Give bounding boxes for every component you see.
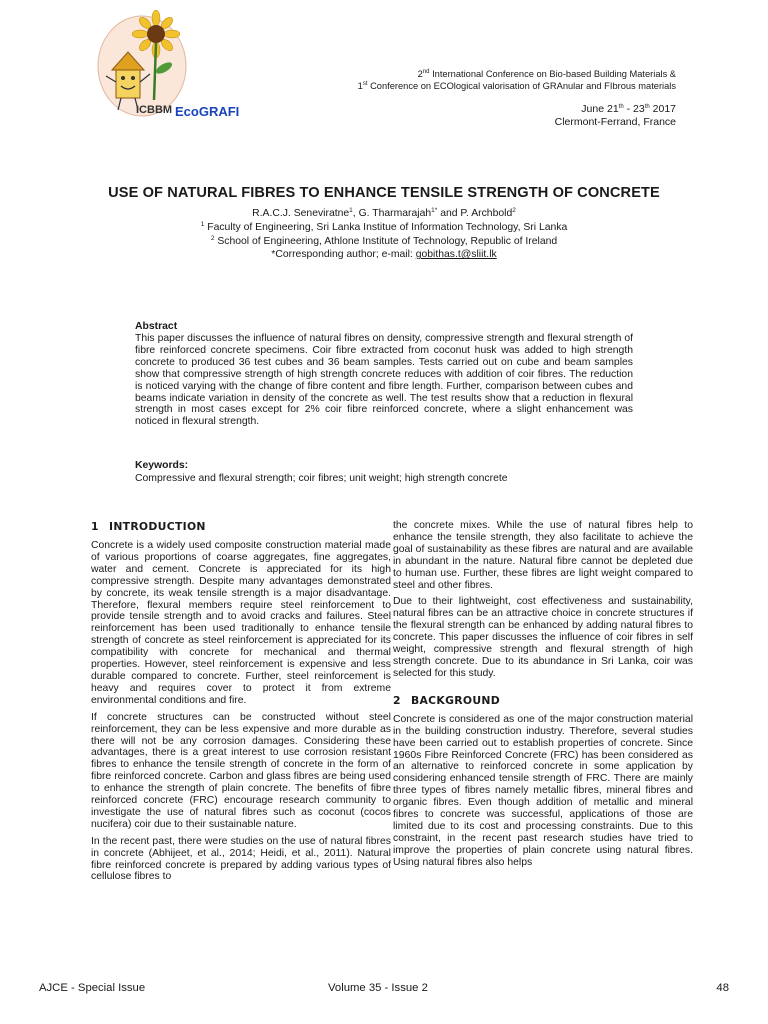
- conference-info: [358, 68, 676, 92]
- keywords-heading: Keywords:: [135, 460, 189, 471]
- intro-paragraph-5: Due to their lightweight, cost effectiveness and sustainability, natural fibres can be an attractive choice in concrete structures if the flexural strength can be enhanced by adding natural fibres to concrete. This paper discusses the influence of coir fibres in self weight, compressive strength and flexural strength of high strength concrete. Due to its abundance in Sri Lanka, coir was selected for this study.: [393, 596, 693, 679]
- affiliation-1: $^1$ Faculty of Engineering, Sri Lanka Institue of Information Technology, Sri Lanka: [200, 220, 568, 233]
- conference-dates: June 21th - 23th 2017: [581, 103, 676, 115]
- keywords: [135, 459, 633, 485]
- conference-line-1: 2nd International Conference on Bio-based Building Materials &: [417, 69, 676, 79]
- conference-line-2: 1st Conference on ECOlogical valorisation of GRAnular and FIbrous materials: [357, 81, 676, 91]
- title-block: [0, 185, 768, 262]
- background-paragraph-1: Concrete is considered as one of the major construction material in the building construction industry. Therefore, several studies have been carried out to establish properties of concrete. Since 1960s Fibre Reinforced Concrete (FRC) has been considered as an alternative to reinforced concrete in some application by considering enhanced tensile strength of FRC. There are mainly three types of fibres namely metallic fibres, mineral fibres and organic fibres. Even though addition of metallic and mineral fibres to concrete was successful, applications of those are limited due to its cost and processing constraints. Due to this constraint, in the recent past research studies have tried to improve the properties of plain concrete using natural fibres. Using natural fibres also helps: [393, 713, 693, 868]
- abstract: [135, 320, 633, 428]
- intro-paragraph-4: the concrete mixes. While the use of natural fibres help to enhance the tensile strength, they also facilitate to achieve the goal of sustainability as these fibres are natural and are available in abundant in the nature. Natural fibre cannot be depleted due to human use. Further, these fibres are light weight compared to steel and other fibres.: [393, 520, 693, 591]
- authors: R.A.C.J. Seneviratne$^1$, G. Tharmarajah$^{1*}$ and P. Archbold$^2$: [252, 207, 516, 219]
- conference-date: [555, 103, 676, 129]
- section-heading-introduction: 1 INTRODUCTION: [91, 520, 206, 533]
- logo-text: EcoGRAFI: [175, 104, 240, 119]
- email-link[interactable]: gobithas.t@sliit.lk: [415, 249, 497, 261]
- section-heading-background: 2 BACKGROUND: [393, 693, 500, 707]
- intro-paragraph-2: If concrete structures can be constructed without steel reinforcement, they can be less expensive and more durable as there will not be any corrosion damages. Considering these advantages, there is a great interest to use corrosion resistant fibres to enhance the tensile strength of concrete in the form of fibre reinforced concrete. Carbon and glass fibres are being used to enhance the strength of plain concrete. The benefits of fibre reinforced concrete (FRC) encourage research community to investigate the use of natural fibres such as coconut (cocos nucifera) coir due to their sustainable nature.: [91, 711, 391, 830]
- left-column: [91, 520, 391, 888]
- footer-journal: AJCE - Special Issue: [39, 982, 146, 994]
- logo-label: ICBBM: [136, 104, 173, 116]
- intro-paragraph-3: In the recent past, there were studies on the use of natural fibres in concrete (Abhijeet, et al., 2014; Heidi, et al., 2011). Natural fibre reinforced concrete is prepared by adding various types of cellulose fibres to: [91, 835, 391, 883]
- intro-paragraph-1: Concrete is a widely used composite construction material made of various proportions of coarse aggregates, fine aggregates, water and cement. Concrete is appreciated for its high compressive strength. Despite many advantages demonstrated by concrete, its weak tensile strength is a major disadvantage. Therefore, flexural members require steel reinforcement to provide tensile strength and to avoid cracks and failures. Steel reinforcement has been used traditionally to enhance tensile strength of concrete as steel reinforcement is appreciated for its compatibility with concrete for mechanical and thermal properties. However, steel reinforcement is expensive and less durable compared to concrete. Further, steel reinforcement is heavy and requires cover to protect it from extreme environmental conditions and fire.: [91, 540, 391, 706]
- footer-volume: Volume 35 - Issue 2: [328, 982, 428, 994]
- affiliation-2: $^2$ School of Engineering, Athlone Institute of Technology, Republic of Ireland: [210, 234, 558, 247]
- abstract-text: This paper discusses the influence of natural fibres on density, compressive strength and flexural strength of fibre reinforced concrete specimens. Coir fibre extracted from coconut husk was added to high strength concrete to produced 36 test cubes and 36 beam samples. Tests carried out on cube and beam samples show that compressive strength of high strength concrete reduces with addition of coir fibres. The reduction is noticed varying with the change of fibre content and fibre length. Further, comparison between cubes and beams indicate variation in density of the concrete as well. The test results show that a reduction in flexural strength in most cases except for 2% coir fibre reinforced concrete, where a slight enhancement was noticed in flexural strength.: [135, 333, 633, 428]
- conference-place: Clermont-Ferrand, France: [554, 116, 676, 128]
- paper-title: USE OF NATURAL FIBRES TO ENHANCE TENSILE STRENGTH OF CONCRETE: [108, 185, 660, 201]
- corresponding-author: *Corresponding author; e-mail: gobithas.t@sliit.lk: [271, 249, 497, 261]
- page-footer: [39, 982, 729, 994]
- keywords-text: Compressive and flexural strength; coir fibres; unit weight; high strength concrete: [135, 473, 508, 484]
- footer-page-number: 48: [716, 982, 729, 994]
- abstract-heading: Abstract: [135, 321, 178, 332]
- right-column: [393, 520, 693, 874]
